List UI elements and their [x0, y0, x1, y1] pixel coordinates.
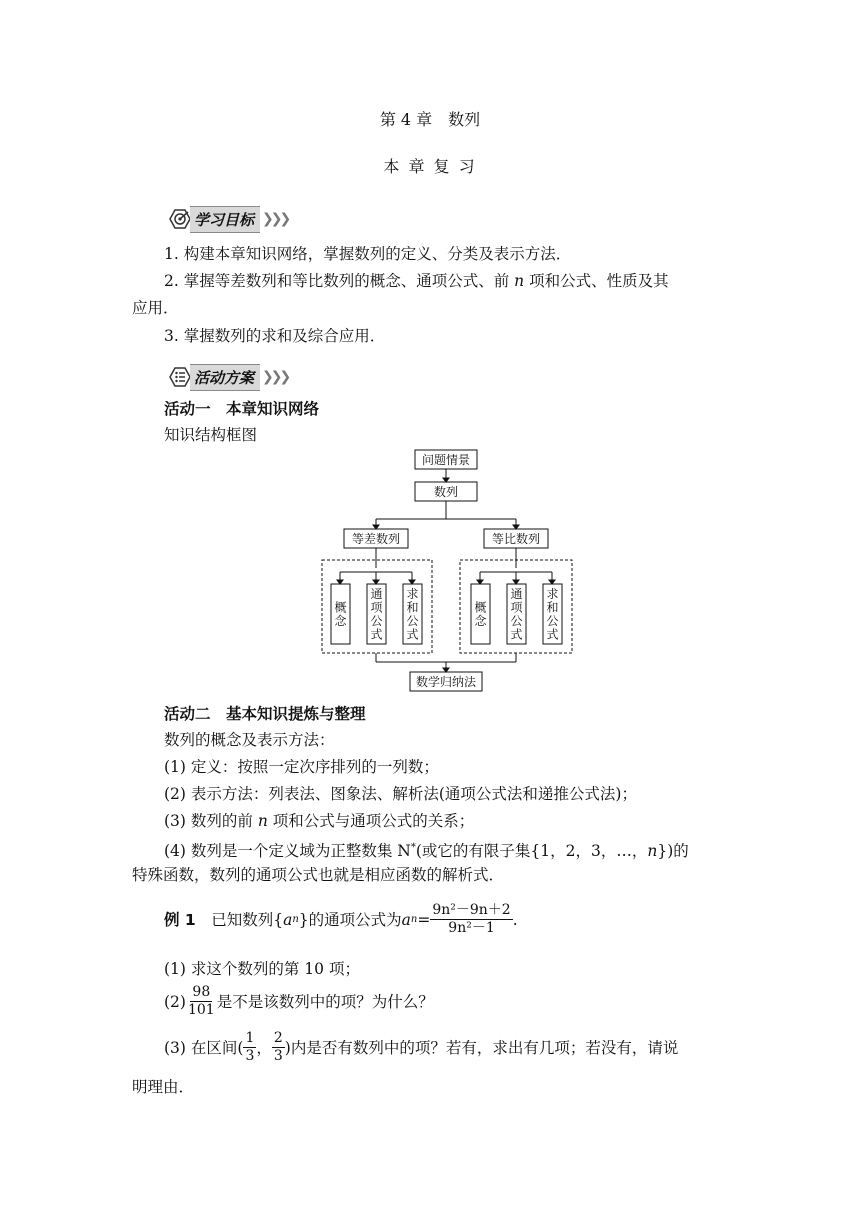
goal-item-2-text-b: 项和公式、性质及其: [524, 272, 669, 290]
label-sequence: 数列: [433, 485, 459, 499]
goal-item-1: 1. 构建本章知识网络，掌握数列的定义、分类及表示方法．: [164, 245, 572, 263]
example-1-statement: [164, 902, 518, 937]
fraction-numerator: 98: [192, 984, 211, 1000]
fraction-98-101: [186, 984, 217, 1019]
def-item-3-text-b: 项和公式与通项公式的关系；: [267, 812, 475, 830]
knowledge-structure-diagram: [318, 448, 578, 696]
question-3: [164, 1030, 678, 1065]
arrows-icon: ❯❯❯: [262, 211, 289, 227]
period: .: [512, 910, 518, 929]
var-a: a: [401, 910, 411, 929]
fraction-denominator: 3: [245, 1048, 255, 1064]
label-formula-left: 通项公式: [370, 586, 383, 642]
label-sum-right: 求和公式: [546, 586, 559, 642]
example-text-b: }的通项公式为: [298, 910, 402, 929]
label-sum-left: 求和公式: [406, 586, 419, 642]
plan-label: 活动方案: [190, 364, 260, 391]
question-3-cont: 明理由．: [132, 1078, 195, 1096]
general-term-fraction: [430, 902, 512, 937]
equals-sign: =: [417, 910, 431, 929]
question-2-prefix: (2): [164, 992, 186, 1011]
chapter-title: 第 4 章 数列: [379, 110, 481, 129]
question-2: [164, 984, 434, 1019]
def-item-3: [164, 810, 474, 832]
def-item-4-cont: 特殊函数，数列的通项公式也就是相应函数的解析式．: [132, 866, 505, 884]
fraction-numerator: 1: [245, 1030, 255, 1046]
label-induction: 数学归纳法: [415, 675, 477, 689]
goals-badge: [164, 207, 288, 231]
label-arithmetic: 等差数列: [351, 532, 401, 546]
vertical-labels: [334, 586, 558, 642]
var-n: n: [514, 272, 525, 290]
activity-2-title: 活动二 基本知识提炼与整理: [164, 705, 366, 723]
label-formula-right: 通项公式: [510, 586, 523, 642]
var-n: n: [647, 842, 658, 861]
arrows-icon: ❯❯❯: [262, 369, 289, 385]
question-3-text: )内是否有数列中的项？若有，求出有几项；若没有，请说: [284, 1038, 679, 1057]
question-1: (1) 求这个数列的第 10 项；: [164, 960, 360, 978]
var-a: a: [283, 910, 293, 929]
fraction-numerator: 2: [273, 1030, 283, 1046]
def-item-3-text: (3) 数列的前: [164, 812, 258, 830]
fraction-one-third: [243, 1030, 256, 1065]
var-n: n: [257, 812, 268, 830]
def-item-4-text: (4) 数列是一个定义域为正整数集 N: [164, 842, 411, 861]
def-item-4-text-c: })的: [657, 842, 689, 861]
goal-item-2-text: 2. 掌握等差数列和等比数列的概念、通项公式、前: [164, 272, 515, 290]
label-concept-right: 概念: [474, 600, 487, 628]
def-item-4-text-b: (或它的有限子集{1，2，3，…，: [415, 842, 648, 861]
activity-1-subtitle: 知识结构框图: [164, 426, 258, 444]
subscript-n: n: [410, 913, 418, 925]
section-title: 本 章 复 习: [383, 157, 477, 176]
example-text: 已知数列{: [195, 910, 284, 929]
example-label: 例 1: [164, 910, 196, 929]
goal-item-2-cont: 应用．: [132, 299, 179, 317]
label-concept-left: 概念: [334, 600, 347, 628]
fraction-denominator: 3: [273, 1048, 283, 1064]
goal-item-3: 3. 掌握数列的求和及综合应用．: [164, 327, 386, 345]
question-2-text: 是不是该数列中的项？为什么？: [216, 992, 434, 1011]
separator: ，: [256, 1038, 272, 1057]
subscript-n: n: [292, 913, 299, 925]
def-item-2: (2) 表示方法：列表法、图象法、解析法(通项公式法和递推公式法)；: [164, 785, 637, 803]
activity-2-intro: 数列的概念及表示方法：: [164, 731, 335, 749]
fraction-numerator: 9n²－9n＋2: [432, 902, 511, 918]
goal-item-2: [164, 270, 669, 292]
goals-label: 学习目标: [190, 206, 260, 233]
label-geometric: 等比数列: [491, 532, 541, 546]
def-item-4: [164, 837, 689, 862]
label-problem-situation: 问题情景: [421, 453, 471, 467]
fraction-denominator: 9n²－1: [448, 920, 495, 936]
def-item-1: (1) 定义：按照一定次序排列的一列数；: [164, 758, 439, 776]
superscript: *: [410, 842, 416, 853]
activity-1-title: 活动一 本章知识网络: [164, 400, 320, 418]
fraction-two-thirds: [272, 1030, 285, 1065]
fraction-denominator: 101: [187, 1002, 215, 1018]
plan-badge: [164, 365, 288, 389]
question-3-prefix: (3) 在区间(: [164, 1038, 244, 1057]
